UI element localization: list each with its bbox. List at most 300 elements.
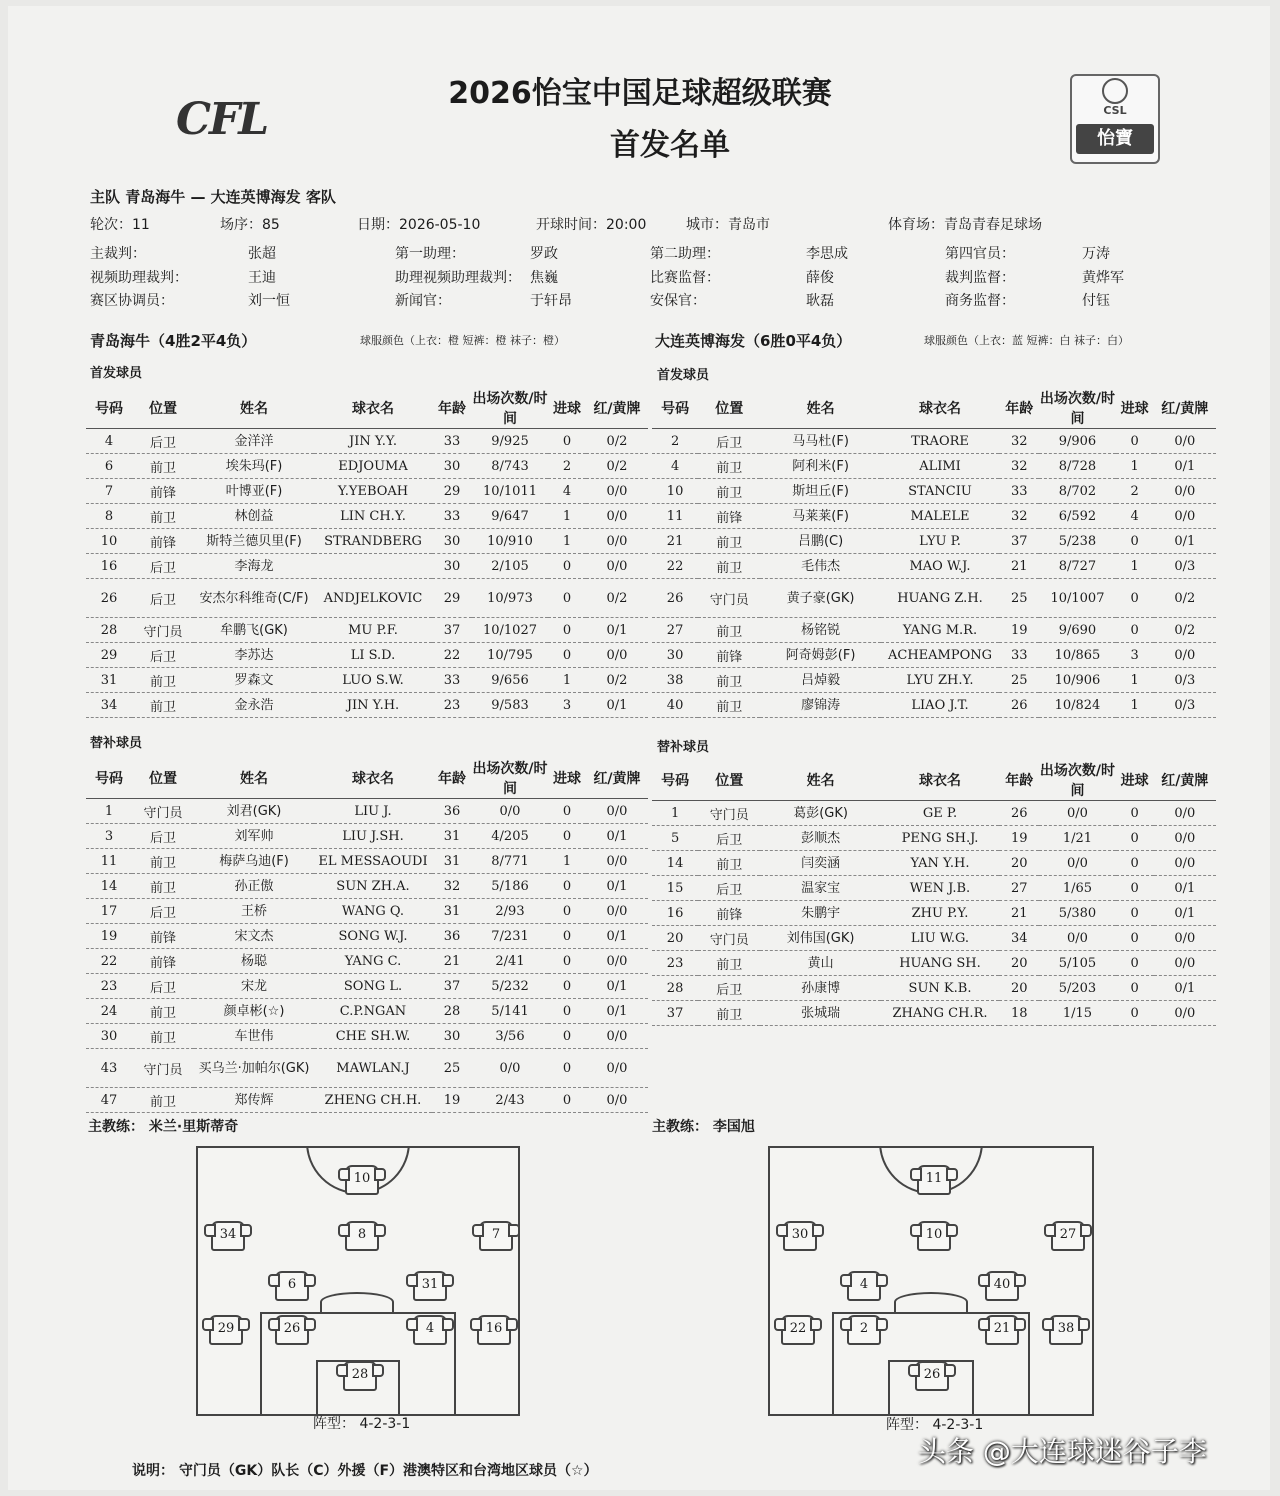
shirt-name: JIN Y.H. xyxy=(314,693,432,718)
cards: 0/2 xyxy=(586,668,648,693)
goals: 0 xyxy=(548,999,586,1024)
player-position: 前卫 xyxy=(132,454,194,479)
cards: 0/0 xyxy=(1154,851,1216,876)
goals: 0 xyxy=(548,643,586,668)
away-kit-colors: 球服颜色（上衣：蓝 短裤：白 袜子：白） xyxy=(924,334,1129,347)
jersey-icon: 4 xyxy=(413,1315,447,1345)
player-row xyxy=(86,899,648,924)
player-position: 守门员 xyxy=(132,618,194,643)
watermark: 头条 @大连球迷谷子李 xyxy=(918,1435,1207,1468)
away-formation-pitch xyxy=(768,1146,1094,1416)
cards: 0/1 xyxy=(586,618,648,643)
player-row xyxy=(652,529,1216,554)
player-position: 前卫 xyxy=(698,851,760,876)
player-number: 47 xyxy=(86,1088,132,1113)
player-position: 前卫 xyxy=(698,618,760,643)
player-position: 后卫 xyxy=(132,429,194,454)
player-row xyxy=(86,693,648,718)
player-name: 宋文杰 xyxy=(194,924,314,949)
player-row xyxy=(652,876,1216,901)
column-header: 进球 xyxy=(548,388,586,429)
official-name: 王迪 xyxy=(248,270,276,286)
player-name: 颜卓彬(☆) xyxy=(194,999,314,1024)
column-header: 年龄 xyxy=(999,388,1039,429)
jersey-icon: 34 xyxy=(211,1221,245,1251)
column-header: 出场次数/时间 xyxy=(1039,388,1115,429)
cards: 0/0 xyxy=(1154,926,1216,951)
column-header: 球衣名 xyxy=(881,388,999,429)
player-number: 8 xyxy=(86,504,132,529)
player-position: 守门员 xyxy=(132,799,194,824)
player-number: 31 xyxy=(86,668,132,693)
shirt-name: LIU J.SH. xyxy=(314,824,432,849)
official-label: 助理视频助理裁判： xyxy=(395,270,521,286)
home-subs-title: 替补球员 xyxy=(90,736,143,751)
official-label: 主裁判： xyxy=(90,246,146,262)
player-name: 斯特兰德贝里(F) xyxy=(194,529,314,554)
cards: 0/1 xyxy=(1154,876,1216,901)
shirt-name: LIN CH.Y. xyxy=(314,504,432,529)
column-header: 年龄 xyxy=(432,388,472,429)
appearances: 4/205 xyxy=(472,824,548,849)
player-position: 后卫 xyxy=(698,826,760,851)
teams-line: 主队 青岛海牛 — 大连英博海发 客队 xyxy=(90,188,336,206)
player-age: 37 xyxy=(432,618,472,643)
player-age: 23 xyxy=(432,693,472,718)
table-header xyxy=(652,760,1216,801)
player-number: 26 xyxy=(652,579,698,618)
player-row xyxy=(652,643,1216,668)
appearances: 9/925 xyxy=(472,429,548,454)
goals: 4 xyxy=(1116,504,1154,529)
player-name: 马莱莱(F) xyxy=(760,504,880,529)
appearances: 8/743 xyxy=(472,454,548,479)
player-position: 后卫 xyxy=(698,876,760,901)
player-age: 20 xyxy=(999,951,1039,976)
player-name: 阿利米(F) xyxy=(760,454,880,479)
player-number: 10 xyxy=(86,529,132,554)
cards: 0/0 xyxy=(586,554,648,579)
appearances: 2/93 xyxy=(472,899,548,924)
player-number: 22 xyxy=(652,554,698,579)
shirt-name: LYU ZH.Y. xyxy=(881,668,999,693)
player-age: 29 xyxy=(432,579,472,618)
cards: 0/1 xyxy=(586,974,648,999)
player-row xyxy=(86,874,648,899)
player-number: 43 xyxy=(86,1049,132,1088)
player-name: 杨聪 xyxy=(194,949,314,974)
player-age: 21 xyxy=(999,901,1039,926)
shirt-name: YANG C. xyxy=(314,949,432,974)
player-position: 前卫 xyxy=(132,504,194,529)
shirt-name: LIU W.G. xyxy=(881,926,999,951)
column-header: 姓名 xyxy=(760,388,880,429)
goals: 1 xyxy=(548,668,586,693)
player-name: 彭顺杰 xyxy=(760,826,880,851)
column-header: 出场次数/时间 xyxy=(472,388,548,429)
player-row xyxy=(86,1088,648,1113)
player-number: 26 xyxy=(86,579,132,618)
jersey-icon: 10 xyxy=(917,1221,951,1251)
player-position: 前卫 xyxy=(698,693,760,718)
kickoff-time: 开球时间：20:00 xyxy=(536,217,647,233)
player-number: 30 xyxy=(652,643,698,668)
column-header: 球衣名 xyxy=(881,760,999,801)
shirt-name: WANG Q. xyxy=(314,899,432,924)
jersey-icon: 21 xyxy=(985,1315,1019,1345)
player-name: 孙正傲 xyxy=(194,874,314,899)
player-position: 前卫 xyxy=(132,693,194,718)
column-header: 出场次数/时间 xyxy=(1039,760,1115,801)
player-name: 埃朱玛(F) xyxy=(194,454,314,479)
player-row xyxy=(652,693,1216,718)
player-position: 后卫 xyxy=(132,899,194,924)
player-number: 4 xyxy=(86,429,132,454)
stadium: 体育场：青岛青春足球场 xyxy=(888,217,1042,233)
player-row xyxy=(86,949,648,974)
appearances: 10/1007 xyxy=(1039,579,1115,618)
player-age: 21 xyxy=(432,949,472,974)
player-age: 25 xyxy=(999,579,1039,618)
goals: 0 xyxy=(1116,429,1154,454)
shirt-name: MU P.F. xyxy=(314,618,432,643)
column-header: 姓名 xyxy=(194,388,314,429)
cards: 0/1 xyxy=(586,999,648,1024)
cards: 0/0 xyxy=(586,799,648,824)
player-name: 朱鹏宇 xyxy=(760,901,880,926)
player-position: 后卫 xyxy=(132,554,194,579)
player-position: 后卫 xyxy=(698,976,760,1001)
cards: 0/1 xyxy=(1154,454,1216,479)
cards: 0/3 xyxy=(1154,668,1216,693)
appearances: 5/141 xyxy=(472,999,548,1024)
player-age: 37 xyxy=(999,529,1039,554)
shirt-name: WEN J.B. xyxy=(881,876,999,901)
column-header: 进球 xyxy=(1116,388,1154,429)
cards: 0/1 xyxy=(1154,976,1216,1001)
player-row xyxy=(652,901,1216,926)
player-number: 24 xyxy=(86,999,132,1024)
player-number: 16 xyxy=(86,554,132,579)
cards: 0/1 xyxy=(1154,901,1216,926)
match-number: 场序：85 xyxy=(220,217,280,233)
player-number: 29 xyxy=(86,643,132,668)
shirt-name: STANCIU xyxy=(881,479,999,504)
player-name: 阿奇姆彭(F) xyxy=(760,643,880,668)
cards: 0/0 xyxy=(586,643,648,668)
appearances: 9/906 xyxy=(1039,429,1115,454)
player-name: 叶博亚(F) xyxy=(194,479,314,504)
home-kit-colors: 球服颜色（上衣：橙 短裤：橙 袜子：橙） xyxy=(360,334,565,347)
home-subs-table xyxy=(86,758,648,1113)
penalty-arc xyxy=(894,1292,968,1312)
away-subs-table xyxy=(652,760,1216,1026)
away-starters-title: 首发球员 xyxy=(657,368,710,383)
player-number: 34 xyxy=(86,693,132,718)
shirt-name xyxy=(314,554,432,579)
goals: 0 xyxy=(1116,826,1154,851)
shirt-name: ALIMI xyxy=(881,454,999,479)
cards: 0/0 xyxy=(1154,1001,1216,1026)
goals: 0 xyxy=(548,949,586,974)
column-header: 球衣名 xyxy=(314,388,432,429)
shirt-name: SUN K.B. xyxy=(881,976,999,1001)
appearances: 9/690 xyxy=(1039,618,1115,643)
player-row xyxy=(652,504,1216,529)
column-header: 号码 xyxy=(86,388,132,429)
player-age: 29 xyxy=(432,479,472,504)
cards: 0/0 xyxy=(1154,801,1216,826)
player-row xyxy=(652,851,1216,876)
goals: 0 xyxy=(1116,851,1154,876)
player-number: 21 xyxy=(652,529,698,554)
column-header: 红/黄牌 xyxy=(1154,388,1216,429)
cfl-logo: CFL xyxy=(176,94,268,145)
jersey-icon: 26 xyxy=(915,1361,949,1391)
player-row xyxy=(652,951,1216,976)
jersey-icon: 27 xyxy=(1051,1221,1085,1251)
appearances: 6/592 xyxy=(1039,504,1115,529)
appearances: 0/0 xyxy=(1039,801,1115,826)
shirt-name: LYU P. xyxy=(881,529,999,554)
cards: 0/1 xyxy=(586,874,648,899)
player-age: 22 xyxy=(432,643,472,668)
appearances: 1/15 xyxy=(1039,1001,1115,1026)
player-number: 14 xyxy=(86,874,132,899)
jersey-icon: 28 xyxy=(343,1361,377,1391)
player-number: 23 xyxy=(652,951,698,976)
official-name: 付钰 xyxy=(1082,293,1110,309)
shirt-name: C.P.NGAN xyxy=(314,999,432,1024)
shirt-name: GE P. xyxy=(881,801,999,826)
player-number: 16 xyxy=(652,901,698,926)
official-label: 赛区协调员： xyxy=(90,293,174,309)
appearances: 1/65 xyxy=(1039,876,1115,901)
cards: 0/2 xyxy=(586,429,648,454)
shirt-name: LIAO J.T. xyxy=(881,693,999,718)
goals: 1 xyxy=(1116,693,1154,718)
appearances: 0/0 xyxy=(472,1049,548,1088)
column-header: 出场次数/时间 xyxy=(472,758,548,799)
appearances: 0/0 xyxy=(472,799,548,824)
player-row xyxy=(86,1024,648,1049)
player-name: 金洋洋 xyxy=(194,429,314,454)
appearances: 2/105 xyxy=(472,554,548,579)
player-name: 吕鹏(C) xyxy=(760,529,880,554)
player-age: 27 xyxy=(999,876,1039,901)
shirt-name: MAWLAN.J xyxy=(314,1049,432,1088)
goals: 0 xyxy=(1116,1001,1154,1026)
player-row xyxy=(652,429,1216,454)
goals: 3 xyxy=(1116,643,1154,668)
shirt-name: JIN Y.Y. xyxy=(314,429,432,454)
goals: 0 xyxy=(1116,976,1154,1001)
cards: 0/0 xyxy=(586,849,648,874)
shirt-name: SONG L. xyxy=(314,974,432,999)
player-age: 26 xyxy=(999,801,1039,826)
player-position: 前卫 xyxy=(698,479,760,504)
goals: 0 xyxy=(1116,618,1154,643)
player-position: 前卫 xyxy=(698,1001,760,1026)
player-number: 30 xyxy=(86,1024,132,1049)
home-coach: 主教练： 米兰·里斯蒂奇 xyxy=(88,1119,239,1135)
shirt-name: SONG W.J. xyxy=(314,924,432,949)
official-name: 黄烨军 xyxy=(1082,270,1124,286)
appearances: 10/1027 xyxy=(472,618,548,643)
cards: 0/0 xyxy=(1154,429,1216,454)
column-header: 年龄 xyxy=(999,760,1039,801)
appearances: 2/43 xyxy=(472,1088,548,1113)
away-team-name: 大连英博海发（6胜0平4负） xyxy=(655,332,852,350)
player-row xyxy=(86,924,648,949)
player-name: 李海龙 xyxy=(194,554,314,579)
cards: 0/0 xyxy=(586,529,648,554)
column-header: 姓名 xyxy=(760,760,880,801)
player-number: 40 xyxy=(652,693,698,718)
shirt-name: MAO W.J. xyxy=(881,554,999,579)
official-name: 薛俊 xyxy=(806,270,834,286)
shirt-name: ZHU P.Y. xyxy=(881,901,999,926)
appearances: 8/727 xyxy=(1039,554,1115,579)
appearances: 8/728 xyxy=(1039,454,1115,479)
home-starters-table xyxy=(86,388,648,718)
player-number: 3 xyxy=(86,824,132,849)
jersey-icon: 2 xyxy=(847,1315,881,1345)
goals: 0 xyxy=(548,974,586,999)
player-position: 前锋 xyxy=(132,949,194,974)
player-name: 毛伟杰 xyxy=(760,554,880,579)
jersey-icon: 6 xyxy=(275,1271,309,1301)
player-row xyxy=(652,826,1216,851)
player-position: 前锋 xyxy=(698,901,760,926)
home-team-name: 青岛海牛（4胜2平4负） xyxy=(90,332,257,350)
away-formation: 阵型： 4-2-3-1 xyxy=(886,1417,984,1433)
goals: 1 xyxy=(548,504,586,529)
column-header: 红/黄牌 xyxy=(586,758,648,799)
official-label: 比赛监督： xyxy=(650,270,720,286)
home-formation-pitch xyxy=(196,1146,520,1416)
player-name: 温家宝 xyxy=(760,876,880,901)
player-age: 26 xyxy=(999,693,1039,718)
cards: 0/1 xyxy=(586,824,648,849)
appearances: 8/771 xyxy=(472,849,548,874)
player-name: 李苏达 xyxy=(194,643,314,668)
goals: 0 xyxy=(548,924,586,949)
player-name: 林创益 xyxy=(194,504,314,529)
player-name: 马马杜(F) xyxy=(760,429,880,454)
shirt-name: STRANDBERG xyxy=(314,529,432,554)
player-name: 闫奕涵 xyxy=(760,851,880,876)
goals: 1 xyxy=(548,849,586,874)
jersey-icon: 4 xyxy=(847,1271,881,1301)
player-age: 32 xyxy=(999,429,1039,454)
goals: 2 xyxy=(1116,479,1154,504)
cards: 0/0 xyxy=(586,1049,648,1088)
cards: 0/1 xyxy=(586,924,648,949)
table-header xyxy=(86,388,648,429)
player-position: 前卫 xyxy=(698,454,760,479)
player-position: 前锋 xyxy=(132,529,194,554)
cards: 0/3 xyxy=(1154,693,1216,718)
player-row xyxy=(652,618,1216,643)
cards: 0/0 xyxy=(1154,951,1216,976)
player-age: 32 xyxy=(999,454,1039,479)
goals: 1 xyxy=(1116,454,1154,479)
player-name: 葛彭(GK) xyxy=(760,801,880,826)
player-age: 34 xyxy=(999,926,1039,951)
goals: 1 xyxy=(1116,554,1154,579)
player-row xyxy=(86,974,648,999)
official-name: 耿磊 xyxy=(806,293,834,309)
sheet-title: 首发名单 xyxy=(610,128,730,163)
player-name: 黄子豪(GK) xyxy=(760,579,880,618)
player-age: 19 xyxy=(999,826,1039,851)
player-number: 20 xyxy=(652,926,698,951)
appearances: 5/238 xyxy=(1039,529,1115,554)
official-name: 万涛 xyxy=(1082,246,1110,262)
cards: 0/0 xyxy=(586,479,648,504)
shirt-name: SUN ZH.A. xyxy=(314,874,432,899)
away-coach: 主教练： 李国旭 xyxy=(652,1119,755,1135)
player-position: 守门员 xyxy=(698,926,760,951)
cards: 0/1 xyxy=(586,693,648,718)
player-row xyxy=(86,999,648,1024)
goals: 3 xyxy=(548,693,586,718)
player-name: 宋龙 xyxy=(194,974,314,999)
player-number: 1 xyxy=(86,799,132,824)
column-header: 球衣名 xyxy=(314,758,432,799)
goals: 0 xyxy=(548,554,586,579)
cards: 0/2 xyxy=(1154,618,1216,643)
appearances: 5/380 xyxy=(1039,901,1115,926)
player-age: 33 xyxy=(432,429,472,454)
cards: 0/0 xyxy=(586,1088,648,1113)
player-age: 30 xyxy=(432,454,472,479)
cards: 0/0 xyxy=(586,899,648,924)
official-name: 罗政 xyxy=(530,246,558,262)
player-row xyxy=(86,618,648,643)
player-name: 刘军帅 xyxy=(194,824,314,849)
player-number: 27 xyxy=(652,618,698,643)
jersey-icon: 29 xyxy=(209,1315,243,1345)
shirt-name: YANG M.R. xyxy=(881,618,999,643)
player-position: 后卫 xyxy=(698,429,760,454)
penalty-arc xyxy=(320,1292,394,1312)
cards: 0/0 xyxy=(586,949,648,974)
player-number: 15 xyxy=(652,876,698,901)
goals: 2 xyxy=(548,454,586,479)
appearances: 10/973 xyxy=(472,579,548,618)
player-number: 10 xyxy=(652,479,698,504)
jersey-icon: 26 xyxy=(275,1315,309,1345)
player-position: 前卫 xyxy=(132,668,194,693)
player-position: 守门员 xyxy=(698,579,760,618)
cards: 0/1 xyxy=(1154,529,1216,554)
goals: 0 xyxy=(548,824,586,849)
shirt-name: ZHANG CH.R. xyxy=(881,1001,999,1026)
player-position: 前卫 xyxy=(132,1088,194,1113)
goals: 0 xyxy=(548,1049,586,1088)
player-name: 买乌兰·加帕尔(GK) xyxy=(194,1049,314,1088)
player-age: 30 xyxy=(432,529,472,554)
jersey-icon: 10 xyxy=(345,1165,379,1195)
player-position: 前卫 xyxy=(698,529,760,554)
shirt-name: MALELE xyxy=(881,504,999,529)
player-position: 前锋 xyxy=(698,643,760,668)
player-position: 前锋 xyxy=(132,924,194,949)
player-age: 20 xyxy=(999,851,1039,876)
home-formation: 阵型： 4-2-3-1 xyxy=(313,1416,411,1432)
